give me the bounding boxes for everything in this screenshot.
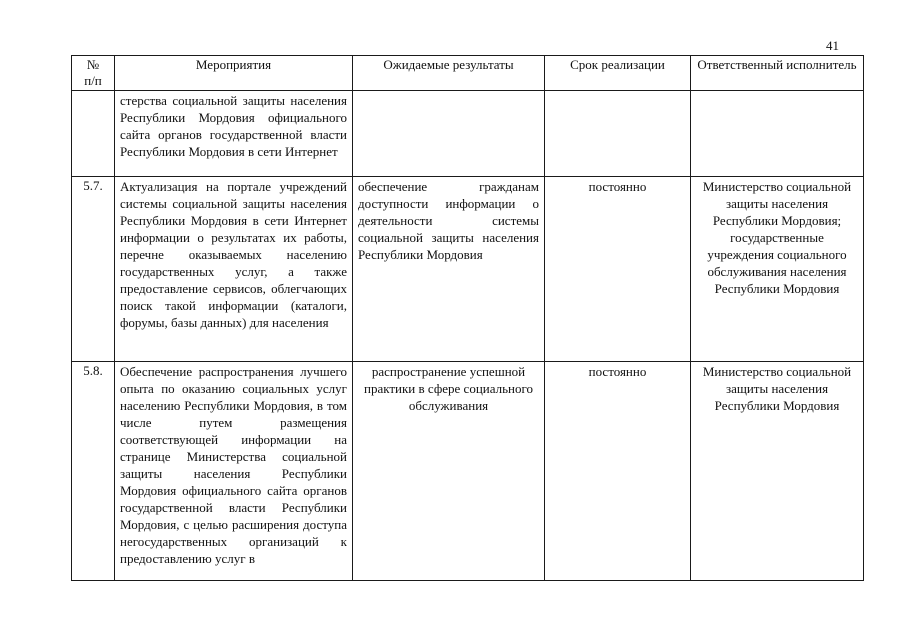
row-event [115,362,353,581]
row-term [545,177,691,362]
table-row [72,91,864,177]
row-result [353,362,545,581]
header-term: Срок реализации [545,56,691,91]
table-row [72,177,864,362]
row-event [115,177,353,362]
row-result [353,177,545,362]
row-result-text: распространение успешной практики в сфере социального обслуживания [363,364,533,413]
row-term-text: постоянно [588,179,647,194]
row-responsible-text: Министерство социальной защиты населения Республики Мордовия [702,364,852,413]
table-header-row [72,56,864,91]
row-term-text: постоянно [588,364,647,379]
row-term [545,91,691,177]
row-result [353,91,545,177]
row-event-text: Актуализация на портале учреждений системы социальной защиты населения Республики Мордовия в сети Интернет информации о результатах их работы, перечне оказываемых населению государственных услуг, а также предоставление сервисов, облегчающих поиск такой информации (каталоги, форумы, базы данных) для населения [120,179,347,330]
row-event-text: Обеспечение распространения лучшего опыта по оказанию социальных услуг населению Республики Мордовия, в том числе путем размещения соответствующей информации на странице Министерства социальной защиты населения Республики Мордовия официального сайта органов государственной власти Республики Мордовия, с целью расширения доступа негосударственных организаций к предоставлению услуг в [120,364,347,566]
row-event-text: стерства социальной защиты населения Республики Мордовия официального сайта органов государственной власти Республики Мордовия в сети Интернет [120,93,347,159]
row-responsible-text: Министерство социальной защиты населения Республики Мордовия; государственные учреждения социального обслуживания населения Республики Мордовия [702,179,852,296]
row-term [545,362,691,581]
row-number [72,91,115,177]
table-row [72,362,864,581]
row-number: 5.8. [72,362,115,581]
row-event [115,91,353,177]
header-event: Мероприятия [115,56,353,91]
header-number: № п/п [72,56,115,91]
row-number: 5.7. [72,177,115,362]
row-result-text: обеспечение гражданам доступности информации о деятельности системы социальной защиты населения Республики Мордовия [358,179,539,262]
row-responsible [691,177,864,362]
row-responsible [691,362,864,581]
measures-table [71,55,864,581]
header-result: Ожидаемые результаты [353,56,545,91]
header-responsible: Ответственный исполнитель [691,56,864,91]
page-number: 41 [826,38,839,53]
row-responsible [691,91,864,177]
